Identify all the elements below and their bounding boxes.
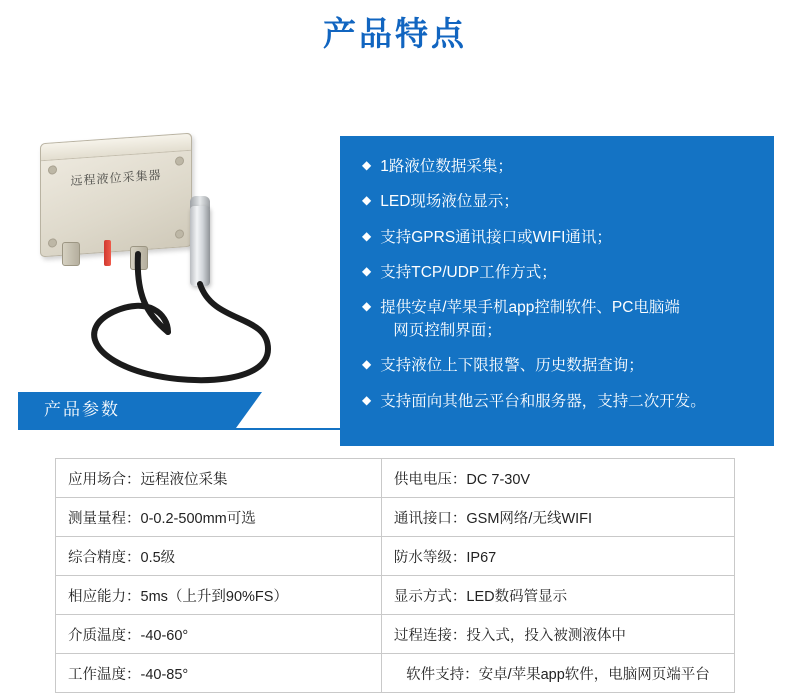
table-row xyxy=(56,654,735,693)
feature-item xyxy=(362,297,758,342)
feature-text: 支持面向其他云平台和服务器，支持二次开发。 xyxy=(380,392,706,410)
param-cell-right: 供电电压：DC 7-30V xyxy=(381,459,734,498)
param-cell-left: 介质温度：-40-60° xyxy=(56,615,382,654)
diamond-bullet-icon: ◆ xyxy=(362,357,372,372)
feature-text: LED现场液位显示； xyxy=(380,193,519,211)
params-section-header xyxy=(0,392,790,436)
page-title: 产品特点 xyxy=(323,15,467,52)
feature-text-wrapper xyxy=(380,297,758,342)
diamond-bullet-icon: ◆ xyxy=(362,193,372,208)
feature-text: 支持TCP/UDP工作方式； xyxy=(380,264,557,281)
diamond-bullet-icon: ◆ xyxy=(362,392,372,407)
diamond-bullet-icon: ◆ xyxy=(362,264,372,278)
diamond-bullet-icon: ◆ xyxy=(362,299,372,314)
feature-text: 支持液位上下限报警、历史数据查询； xyxy=(380,357,644,375)
params-underline xyxy=(18,428,772,430)
feature-item xyxy=(362,262,758,284)
feature-text: 支持GPRS通讯接口或WIFI通讯； xyxy=(380,228,612,246)
table-row xyxy=(56,498,735,537)
cable-illustration xyxy=(18,64,338,384)
feature-item xyxy=(362,355,758,377)
device-label: 远程液位采集器 xyxy=(70,167,162,188)
table-row xyxy=(56,615,735,654)
table-row xyxy=(56,459,735,498)
params-table xyxy=(55,458,735,693)
param-cell-right: 防水等级：IP67 xyxy=(381,537,734,576)
param-cell-left: 工作温度：-40-85° xyxy=(56,654,382,693)
param-cell-left: 相应能力：5ms（上升到90%FS） xyxy=(56,576,382,615)
feature-text: 1路液位数据采集； xyxy=(380,157,513,175)
feature-item xyxy=(362,156,758,178)
product-photo xyxy=(18,64,338,374)
feature-text: 提供安卓/苹果手机app控制软件、PC电脑端 xyxy=(380,299,680,317)
diamond-bullet-icon: ◆ xyxy=(362,157,372,172)
feature-item xyxy=(362,227,758,249)
param-cell-left: 测量量程：0-0.2-500mm可选 xyxy=(56,498,382,537)
feature-item xyxy=(362,191,758,213)
param-cell-right: 显示方式：LED数码管显示 xyxy=(381,576,734,615)
table-row xyxy=(56,537,735,576)
param-cell-right: 过程连接：投入式，投入被测液体中 xyxy=(381,615,734,654)
param-cell-right: 软件支持：安卓/苹果app软件，电脑网页端平台 xyxy=(381,654,734,693)
param-cell-left: 综合精度：0.5级 xyxy=(56,537,382,576)
diamond-bullet-icon: ◆ xyxy=(362,228,372,243)
table-row xyxy=(56,576,735,615)
params-heading: 产品参数 xyxy=(18,392,236,428)
param-cell-right: 通讯接口：GSM网络/无线WIFI xyxy=(381,498,734,537)
param-cell-left: 应用场合：远程液位采集 xyxy=(56,459,382,498)
feature-text-continued: 网页控制界面； xyxy=(393,321,502,339)
